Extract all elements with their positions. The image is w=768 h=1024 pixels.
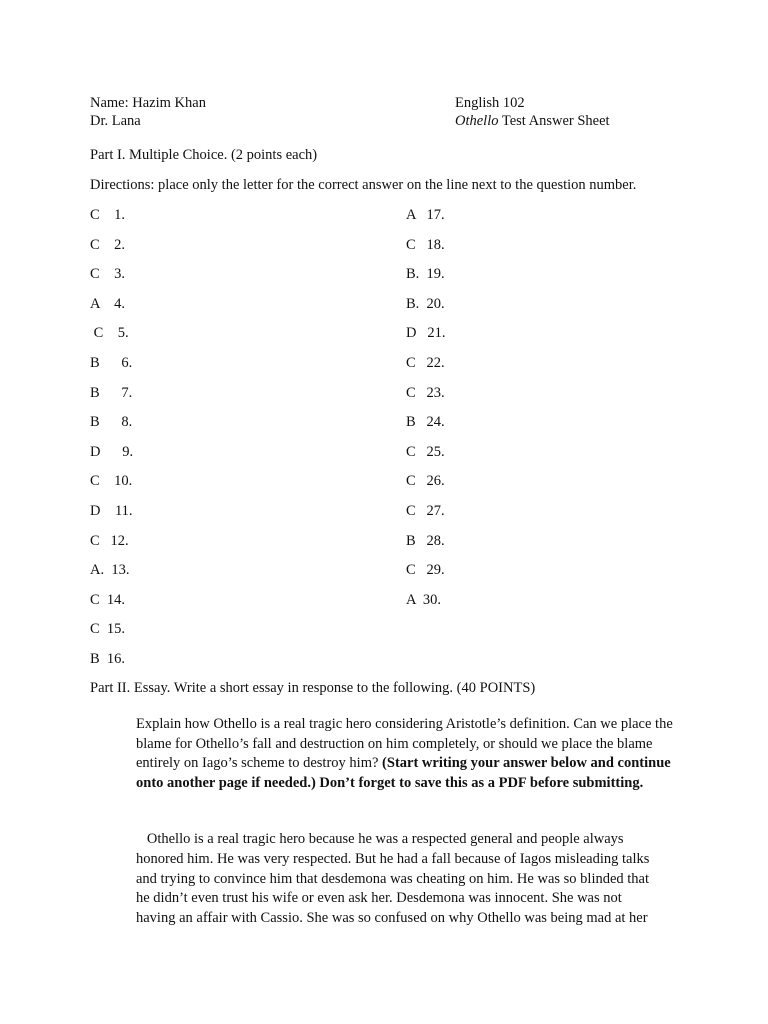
essay-line: Othello is a real tragic hero because he was a respected general and people always <box>136 831 624 847</box>
answer-item[interactable]: C 10. <box>90 473 133 490</box>
course-name: English 102 <box>455 95 525 111</box>
essay-line: having an affair with Cassio. She was so confused on why Othello was being mad at her <box>136 910 648 927</box>
answer-item[interactable]: C 22. <box>406 355 445 371</box>
answer-item[interactable]: A 17. <box>406 207 445 223</box>
answer-item[interactable]: C 18. <box>406 236 445 253</box>
answer-item[interactable]: C 1. <box>90 207 126 223</box>
essay-answer[interactable] <box>136 830 681 929</box>
answer-item[interactable]: B 6. <box>90 355 133 371</box>
answer-item[interactable]: C 2. <box>90 236 126 253</box>
answer-item[interactable]: B 16. <box>90 651 126 667</box>
part1-directions: Directions: place only the letter for the correct answer on the line next to the question number. <box>90 177 637 193</box>
answer-item[interactable]: D 11. <box>90 503 133 519</box>
essay-prompt-text: Explain how Othello is a real tragic hero considering Aristotle’s definition. Can we place the blame for Othello’s fall and destruction on him completely, or should we place the blame entirely on Iago’s scheme to destroy him? <box>136 716 673 771</box>
answer-item[interactable]: B 24. <box>406 414 445 431</box>
answer-item[interactable]: C 29. <box>406 562 445 579</box>
answer-item[interactable]: B. 19. <box>406 266 445 283</box>
part1-heading: Part I. Multiple Choice. (2 points each) <box>90 147 318 163</box>
answer-item[interactable]: C 23. <box>406 384 445 401</box>
answer-item[interactable]: A 30. <box>406 591 442 608</box>
student-name: Name: Hazim Khan <box>90 95 206 111</box>
answer-item[interactable]: C 25. <box>406 443 445 460</box>
answer-item[interactable]: B 8. <box>90 414 133 431</box>
answer-item[interactable]: C 3. <box>90 266 126 283</box>
sheet-title-rest: Test Answer Sheet <box>498 113 610 129</box>
course-info <box>455 94 610 130</box>
answer-item[interactable]: A. 13. <box>90 562 130 579</box>
part2-heading: Part II. Essay. Write a short essay in response to the following. (40 POINTS) <box>90 680 536 696</box>
answer-item[interactable]: B. 20. <box>406 295 445 312</box>
essay-line: honored him. He was very respected. But he had a fall because of Iagos misleading talks <box>136 850 650 867</box>
answer-item[interactable]: D 9. <box>90 443 134 460</box>
answer-item[interactable]: D 21. <box>406 325 446 342</box>
answer-item[interactable]: B 28. <box>406 532 445 549</box>
answer-item[interactable]: C 27. <box>406 503 445 519</box>
essay-prompt <box>136 715 681 793</box>
answer-item[interactable]: B 7. <box>90 384 133 401</box>
answer-item[interactable]: C 14. <box>90 591 126 608</box>
sheet-title <box>455 112 610 130</box>
essay-prompt-instructions: (Start writing your answer below and continue onto another page if needed.) Don’t forget to save this as a PDF before submitting. <box>136 755 671 791</box>
answer-item[interactable]: C 5. <box>90 325 129 342</box>
instructor-name: Dr. Lana <box>90 113 141 129</box>
student-info <box>90 94 206 130</box>
essay-line: and trying to convince him that desdemona was cheating on him. He was so blinded that <box>136 870 650 887</box>
sheet-title-italic: Othello <box>455 113 499 129</box>
answer-item[interactable]: C 15. <box>90 621 126 638</box>
answer-item[interactable]: C 26. <box>406 473 445 490</box>
essay-line: he didn’t even trust his wife or even ask her. Desdemona was innocent. She was not <box>136 890 622 907</box>
answer-item[interactable]: A 4. <box>90 295 126 312</box>
answer-item[interactable]: C 12. <box>90 532 129 549</box>
